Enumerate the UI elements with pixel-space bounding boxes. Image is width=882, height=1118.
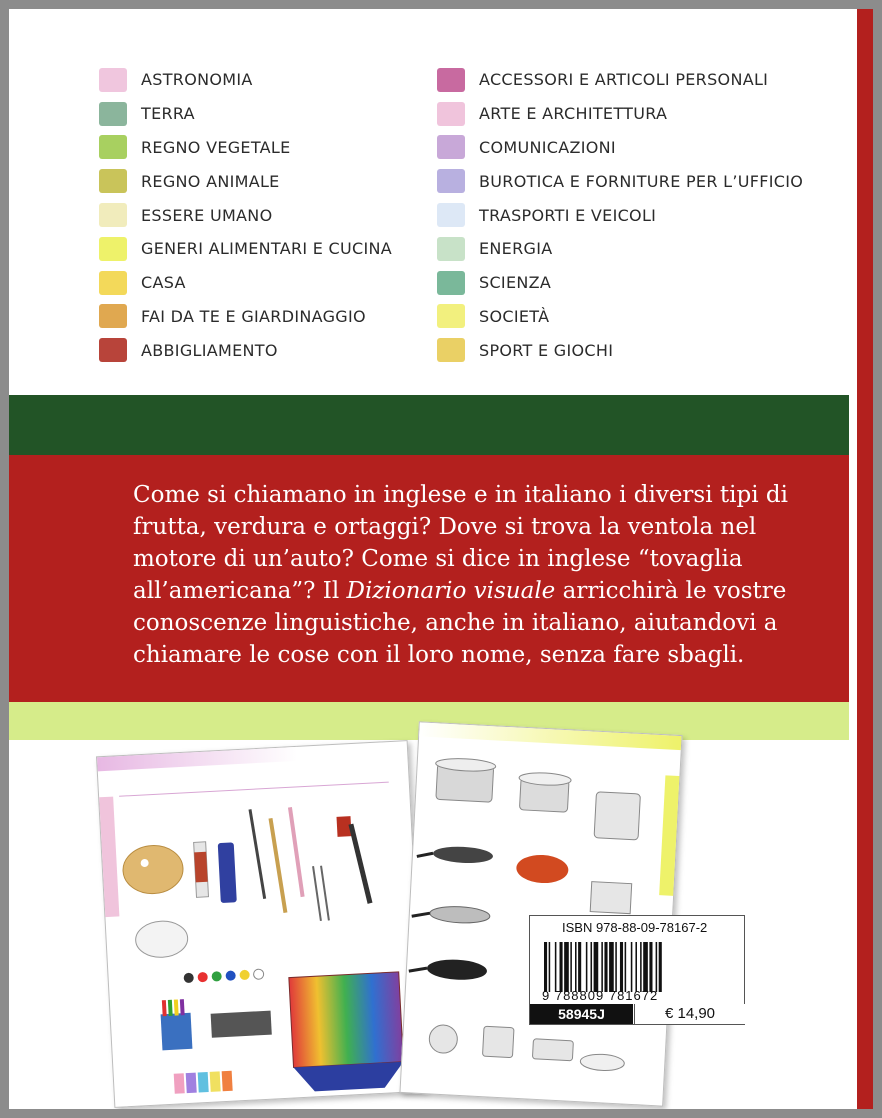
- legend-label: REGNO VEGETALE: [141, 137, 291, 157]
- color-swatch: [437, 102, 465, 126]
- legend-item: [437, 97, 803, 131]
- legend-item: [437, 131, 803, 165]
- legend-label: GENERI ALIMENTARI E CUCINA: [141, 239, 393, 259]
- cookware-illustration: [400, 722, 681, 1105]
- color-swatch: [437, 271, 465, 295]
- color-swatch: [437, 203, 465, 227]
- color-swatch: [99, 169, 127, 193]
- description-text-2: arricchirà le vostre conoscenze linguistiche, anche in italiano, aiutandovi a chiamare le cose con il loro nome, senza fare sbagli.: [133, 578, 787, 668]
- legend-label: ABBIGLIAMENTO: [141, 340, 278, 360]
- legend-label: SPORT E GIOCHI: [479, 340, 614, 360]
- color-swatch: [437, 68, 465, 92]
- color-swatch: [437, 304, 465, 328]
- legend-item: [437, 198, 803, 232]
- color-swatch: [99, 135, 127, 159]
- legend-label: TRASPORTI E VEICOLI: [479, 205, 657, 225]
- art-supplies-illustration: [97, 741, 425, 1107]
- legend-label: COMUNICAZIONI: [479, 137, 616, 157]
- product-code: 58945J: [530, 1004, 633, 1024]
- green-stripe: [9, 395, 849, 455]
- spine-edge: [857, 9, 873, 1109]
- legend-label: ACCESSORI E ARTICOLI PERSONALI: [479, 70, 769, 90]
- legend-item: [99, 300, 392, 334]
- description-text-1: Come si chiamano in inglese e in italiano i diversi tipi di frutta, verdura e ortaggi? Dove si trova la ventola nel motore di un’auto? Come si dice in inglese “tovaglia all’americana”? Il: [133, 482, 788, 604]
- color-swatch: [99, 68, 127, 92]
- color-swatch: [99, 338, 127, 362]
- legend-column-right: [437, 63, 803, 367]
- color-swatch: [99, 102, 127, 126]
- legend-item: [437, 333, 803, 367]
- legend-label: ESSERE UMANO: [141, 205, 273, 225]
- legend-item: [437, 300, 803, 334]
- color-swatch: [99, 203, 127, 227]
- legend-item: [99, 63, 392, 97]
- legend-item: [99, 164, 392, 198]
- legend-column-left: [99, 63, 392, 367]
- color-swatch: [99, 304, 127, 328]
- legend-label: ASTRONOMIA: [141, 70, 253, 90]
- legend-item: [99, 266, 392, 300]
- isbn-number: ISBN 978-88-09-78167-2: [562, 920, 708, 935]
- category-legend: [9, 9, 849, 395]
- sample-page-art: [96, 740, 426, 1108]
- legend-item: [99, 131, 392, 165]
- color-swatch: [437, 338, 465, 362]
- barcode-label: [529, 915, 745, 1025]
- color-swatch: [437, 135, 465, 159]
- legend-label: ARTE E ARCHITETTURA: [479, 104, 668, 124]
- color-swatch: [437, 169, 465, 193]
- legend-item: [99, 232, 392, 266]
- barcode-bars: [544, 942, 734, 992]
- color-swatch: [99, 237, 127, 261]
- legend-item: [437, 232, 803, 266]
- legend-item: [437, 266, 803, 300]
- price-tag: € 14,90: [634, 1004, 745, 1024]
- book-description: [133, 479, 833, 671]
- legend-item: [437, 164, 803, 198]
- color-swatch: [99, 271, 127, 295]
- legend-label: SOCIETÀ: [479, 306, 550, 326]
- color-swatch: [437, 237, 465, 261]
- sample-page-kitchen: [399, 721, 682, 1106]
- barcode-digits: 9 788809 781672: [542, 988, 659, 1003]
- legend-item: [99, 97, 392, 131]
- legend-label: TERRA: [141, 104, 195, 124]
- legend-item: [99, 333, 392, 367]
- legend-label: ENERGIA: [479, 239, 553, 259]
- book-title-italic: Dizionario visuale: [346, 578, 556, 604]
- legend-label: SCIENZA: [479, 273, 552, 293]
- legend-item: [437, 63, 803, 97]
- legend-label: FAI DA TE E GIARDINAGGIO: [141, 306, 366, 326]
- legend-label: CASA: [141, 273, 186, 293]
- legend-label: BUROTICA E FORNITURE PER L’UFFICIO: [479, 171, 804, 191]
- legend-item: [99, 198, 392, 232]
- legend-label: REGNO ANIMALE: [141, 171, 280, 191]
